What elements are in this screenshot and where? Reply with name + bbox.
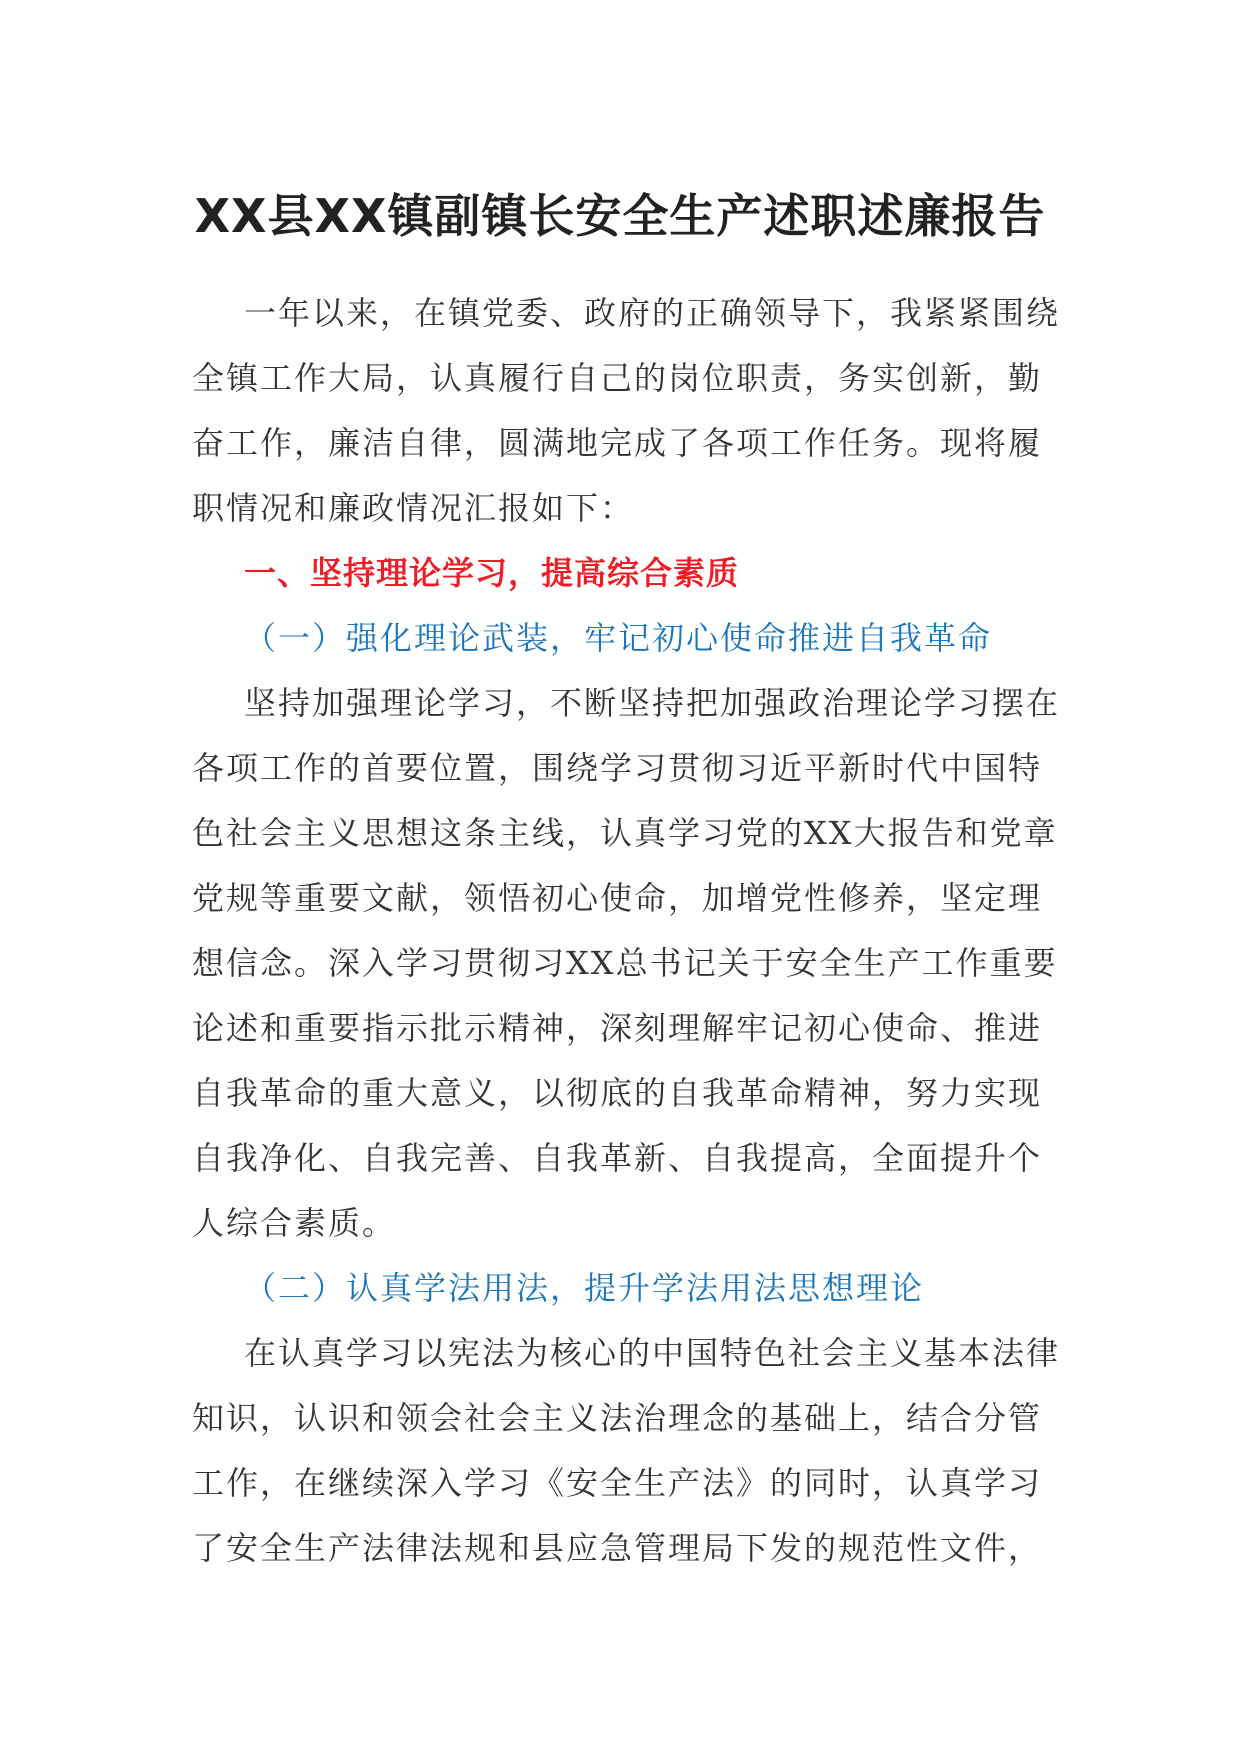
paragraph-3-line-1: 在认真学习以宪法为核心的中国特色社会主义基本法律 bbox=[244, 1334, 1061, 1372]
paragraph-2-line-1: 坚持加强理论学习，不断坚持把加强政治理论学习摆在 bbox=[244, 684, 1061, 722]
subsection-heading-1: （一）强化理论武装，牢记初心使命推进自我革命 bbox=[244, 619, 993, 657]
paragraph-1-line-3: 奋工作，廉洁自律，圆满地完成了各项工作任务。现将履 bbox=[192, 424, 1043, 462]
paragraph-2-line-2: 各项工作的首要位置，围绕学习贯彻习近平新时代中国特 bbox=[192, 749, 1043, 787]
paragraph-3-line-3: 工作，在继续深入学习《安全生产法》的同时，认真学习 bbox=[192, 1464, 1043, 1502]
paragraph-2-line-5: 想信念。深入学习贯彻习XX总书记关于安全生产工作重要 bbox=[192, 944, 1058, 982]
paragraph-2-line-8: 自我净化、自我完善、自我革新、自我提高，全面提升个 bbox=[192, 1139, 1043, 1177]
paragraph-2-line-4: 党规等重要文献，领悟初心使命，加增党性修养，坚定理 bbox=[192, 879, 1043, 917]
paragraph-2-line-3: 色社会主义思想这条主线，认真学习党的XX大报告和党章 bbox=[192, 814, 1058, 852]
paragraph-2-line-7: 自我革命的重大意义，以彻底的自我革命精神，努力实现 bbox=[192, 1074, 1043, 1112]
paragraph-1-line-2: 全镇工作大局，认真履行自己的岗位职责，务实创新，勤 bbox=[192, 359, 1043, 397]
paragraph-2-line-6: 论述和重要指示批示精神，深刻理解牢记初心使命、推进 bbox=[192, 1009, 1043, 1047]
section-heading-1: 一、坚持理论学习，提高综合素质 bbox=[244, 554, 740, 592]
paragraph-1-line-1: 一年以来，在镇党委、政府的正确领导下，我紧紧围绕 bbox=[244, 294, 1061, 332]
paragraph-3-line-2: 知识，认识和领会社会主义法治理念的基础上，结合分管 bbox=[192, 1399, 1043, 1437]
subsection-heading-2: （二）认真学法用法，提升学法用法思想理论 bbox=[244, 1269, 925, 1307]
paragraph-2-line-9: 人综合素质。 bbox=[192, 1204, 397, 1242]
paragraph-1-line-4: 职情况和廉政情况汇报如下： bbox=[192, 489, 635, 527]
document-title: XX县XX镇副镇长安全生产述职述廉报告 bbox=[194, 189, 1046, 243]
document-body bbox=[192, 281, 1061, 1581]
paragraph-3-line-4: 了安全生产法律法规和县应急管理局下发的规范性文件， bbox=[192, 1529, 1043, 1567]
